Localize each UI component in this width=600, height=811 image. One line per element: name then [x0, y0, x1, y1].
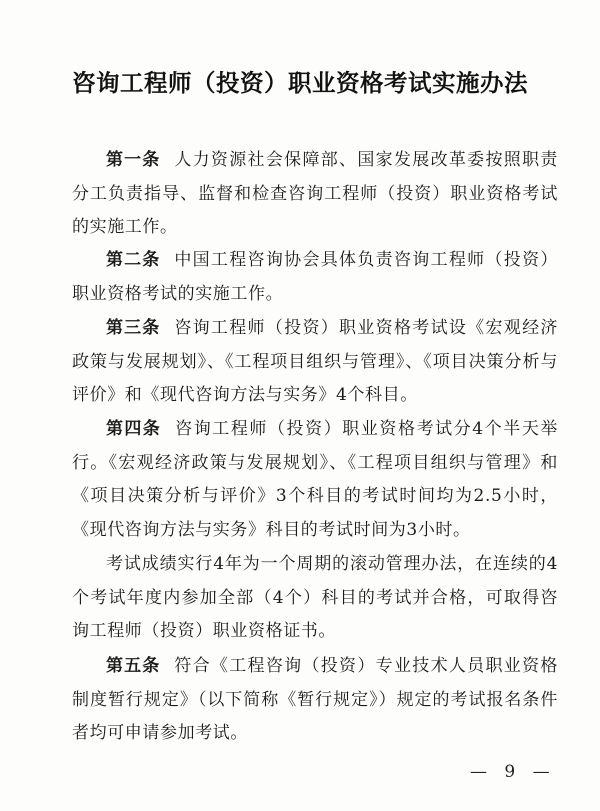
article-5-heading: 第五条: [106, 656, 161, 676]
article-5-paragraph: [72, 650, 558, 751]
article-4-paragraph: [72, 413, 558, 547]
article-4-heading: 第四条: [106, 419, 162, 439]
article-3-text: 咨询工程师（投资）职业资格考试设《宏观经济政策与发展规划》、《工程项目组织与管理》、《项目决策分析与评价》和《现代咨询方法与实务》4个科目。: [72, 318, 558, 405]
article-3-heading: 第三条: [106, 318, 161, 338]
article-3-paragraph: [72, 312, 558, 413]
article-4-continuation-paragraph: [72, 548, 558, 649]
article-4-continuation-text: 考试成绩实行4年为一个周期的滚动管理办法，在连续的4个考试年度内参加全部（4个）科目的考试并合格，可取得咨询工程师（投资）职业资格证书。: [72, 554, 558, 641]
article-1-heading: 第一条: [106, 150, 161, 170]
page-number: — 9 —: [470, 762, 556, 782]
article-2-text: 中国工程咨询协会具体负责咨询工程师（投资）职业资格考试的实施工作。: [72, 250, 558, 304]
article-2-paragraph: [72, 244, 558, 311]
article-5-text: 符合《工程咨询（投资）专业技术人员职业资格制度暂行规定》（以下简称《暂行规定》）规定的考试报名条件者均可申请参加考试。: [72, 656, 558, 743]
article-4-text: 咨询工程师（投资）职业资格考试分4个半天举行。《宏观经济政策与发展规划》、《工程项目组织与管理》和《项目决策分析与评价》3个科目的考试时间均为2.5小时，《现代咨询方法与实务》科目的考试时间为3小时。: [72, 419, 558, 540]
document-title: 咨询工程师（投资）职业资格考试实施办法: [72, 69, 528, 97]
article-2-heading: 第二条: [106, 250, 161, 270]
article-1-text: 人力资源社会保障部、国家发展改革委按照职责分工负责指导、监督和检查咨询工程师（投资）职业资格考试的实施工作。: [72, 150, 558, 237]
article-1-paragraph: [72, 144, 558, 245]
